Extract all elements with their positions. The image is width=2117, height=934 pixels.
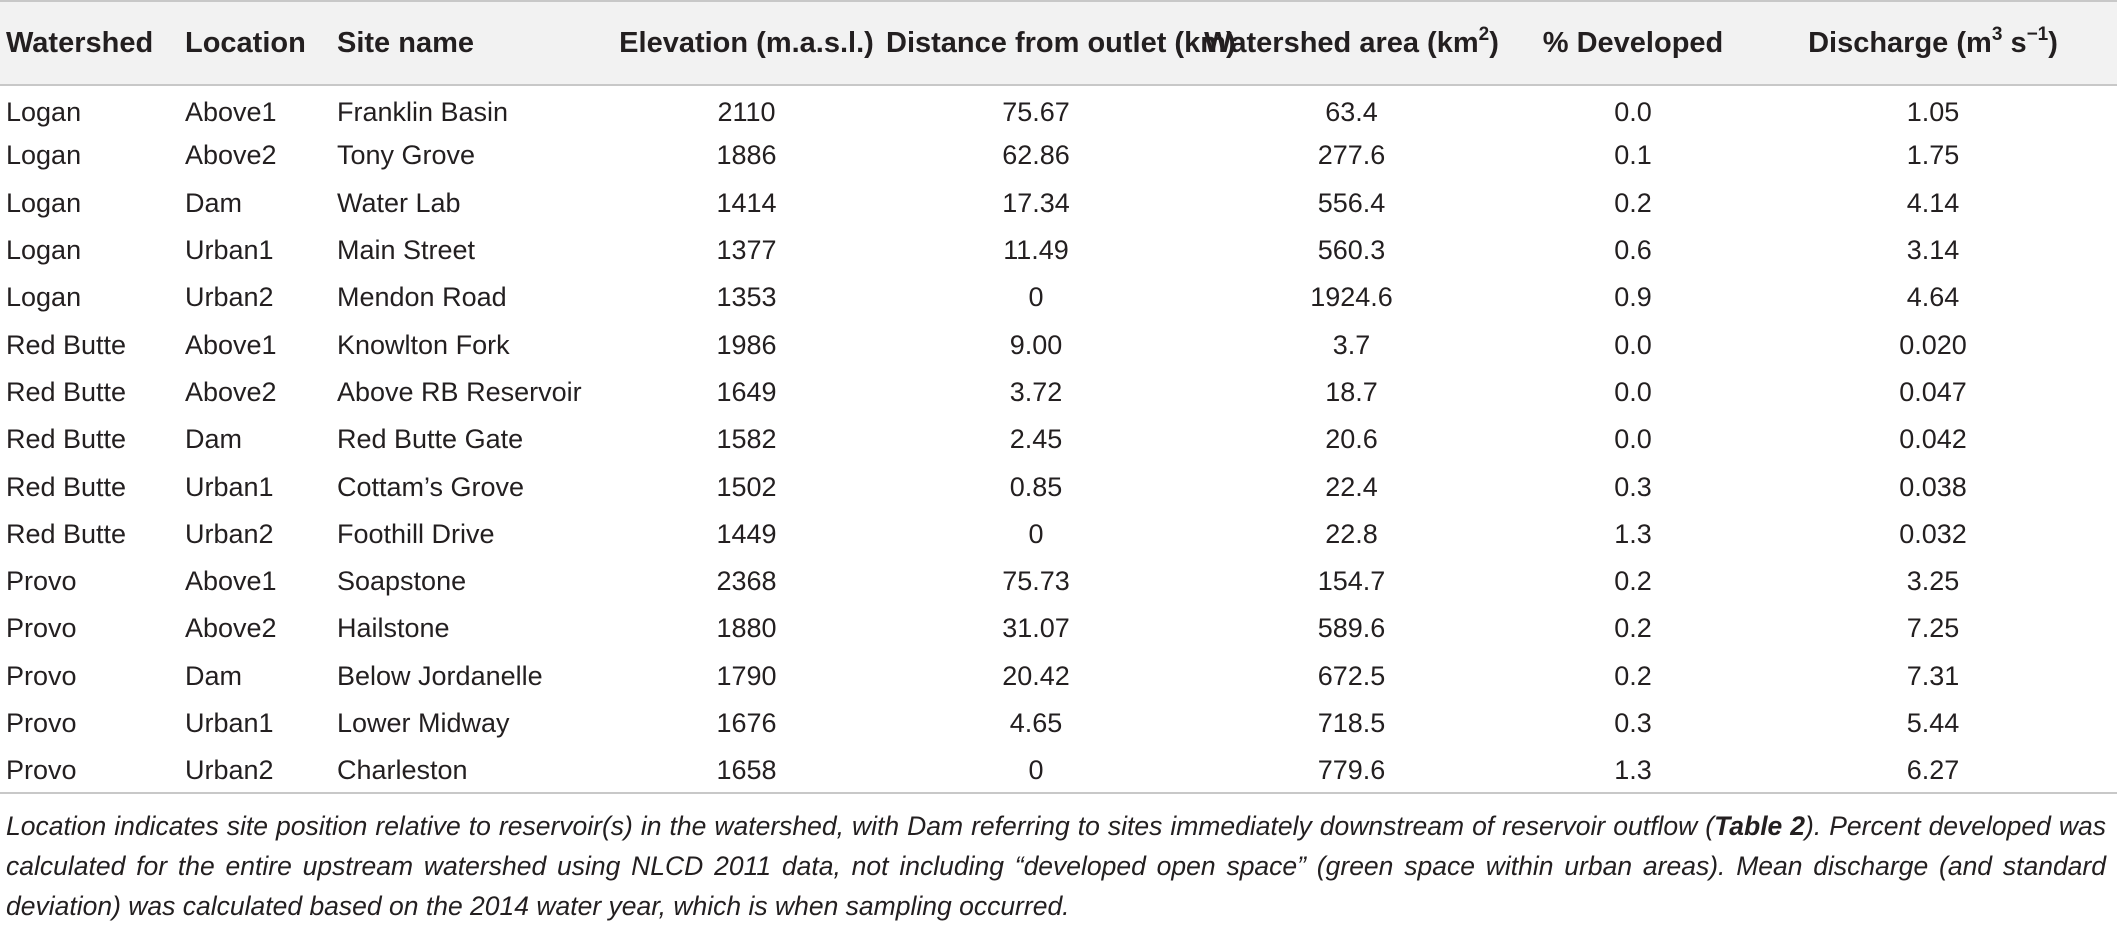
cell-developed: 0.3 [1614, 471, 1652, 502]
cell-discharge: 4.64 [1906, 282, 1960, 313]
cell-site-name: Franklin Basin [337, 96, 509, 127]
cell-location: Dam [185, 660, 243, 691]
table-row [0, 369, 2117, 416]
cell-watershed: Logan [6, 96, 82, 127]
cell-site-name: Below Jordanelle [337, 660, 543, 691]
cell-elevation: 2368 [716, 566, 777, 597]
cell-elevation: 1414 [716, 187, 777, 218]
cell-location: Above2 [185, 376, 277, 407]
cell-site-name: Charleston [337, 755, 468, 786]
cell-developed: 0.0 [1614, 376, 1652, 407]
cell-discharge: 7.25 [1906, 613, 1960, 644]
header-discharge-prefix: Discharge (m [1808, 26, 1992, 59]
table-row [0, 511, 2117, 558]
cell-developed: 0.0 [1614, 329, 1652, 360]
table-row [0, 747, 2117, 794]
cell-discharge: 0.042 [1899, 424, 1967, 455]
table-row [0, 463, 2117, 510]
table-row [0, 227, 2117, 274]
cell-area: 556.4 [1317, 187, 1386, 218]
cell-watershed: Logan [6, 140, 82, 171]
header-distance: Distance from outlet (km) [886, 26, 1236, 59]
table-row [0, 653, 2117, 700]
header-discharge-suffix: ) [2048, 26, 2058, 59]
table-row [0, 700, 2117, 747]
table-row [0, 132, 2117, 179]
cell-watershed: Provo [6, 566, 77, 597]
cell-distance: 75.67 [1002, 96, 1070, 127]
cell-distance: 4.65 [1009, 708, 1063, 738]
header-watershed: Watershed [6, 26, 154, 59]
cell-watershed: Logan [6, 187, 82, 218]
cell-developed: 0.0 [1614, 96, 1652, 127]
cell-site-name: Red Butte Gate [337, 424, 524, 455]
cell-watershed: Provo [6, 613, 77, 644]
table-row [0, 85, 2117, 132]
cell-location: Urban1 [185, 708, 274, 738]
cell-area: 22.8 [1325, 518, 1378, 549]
cell-elevation: 1582 [716, 424, 777, 455]
cell-discharge: 1.75 [1906, 140, 1960, 171]
cell-developed: 0.3 [1614, 708, 1652, 738]
cell-discharge: 1.05 [1906, 96, 1960, 127]
cell-area: 672.5 [1317, 660, 1386, 691]
cell-area: 718.5 [1317, 708, 1386, 738]
cell-distance: 0 [1028, 518, 1044, 549]
table-header-row [0, 1, 2117, 85]
cell-watershed: Red Butte [6, 376, 127, 407]
cell-watershed: Provo [6, 660, 77, 691]
cell-site-name: Cottam’s Grove [337, 471, 525, 502]
cell-watershed: Red Butte [6, 471, 127, 502]
cell-distance: 2.45 [1009, 424, 1063, 455]
cell-developed: 0.1 [1614, 140, 1652, 171]
header-watershed-area [1186, 1, 1517, 85]
cell-distance: 20.42 [1002, 660, 1070, 691]
cell-discharge: 7.31 [1906, 660, 1960, 691]
cell-area: 560.3 [1317, 235, 1386, 266]
cell-discharge: 6.27 [1906, 755, 1960, 786]
cell-area: 3.7 [1332, 329, 1371, 360]
cell-watershed: Logan [6, 235, 82, 266]
table-row [0, 180, 2117, 227]
cell-elevation: 1449 [716, 518, 777, 549]
cell-developed: 0.2 [1614, 566, 1652, 597]
cell-location: Urban2 [185, 755, 274, 786]
cell-distance: 62.86 [1002, 140, 1070, 171]
cell-location: Urban1 [185, 471, 274, 502]
table-row [0, 321, 2117, 368]
cell-location: Urban2 [185, 282, 274, 313]
cell-area: 63.4 [1325, 96, 1378, 127]
cell-discharge: 3.25 [1906, 566, 1960, 597]
header-area-sup: 2 [1478, 23, 1490, 45]
cell-location: Above1 [185, 329, 277, 360]
cell-site-name: Knowlton Fork [337, 329, 510, 360]
cell-site-name: Soapstone [337, 566, 467, 597]
cell-area: 20.6 [1325, 424, 1378, 455]
footnote-table-ref: Table 2 [1714, 811, 1806, 841]
cell-distance: 75.73 [1002, 566, 1070, 597]
cell-watershed: Red Butte [6, 424, 127, 455]
cell-developed: 1.3 [1614, 518, 1652, 549]
header-discharge-sup2: −1 [2026, 23, 2049, 45]
header-site-name: Site name [337, 26, 474, 59]
cell-discharge: 0.038 [1899, 471, 1967, 502]
cell-area: 779.6 [1317, 755, 1386, 786]
cell-watershed: Provo [6, 755, 77, 786]
cell-watershed: Provo [6, 708, 77, 738]
cell-elevation: 1649 [716, 376, 777, 407]
cell-watershed: Red Butte [6, 329, 127, 360]
cell-developed: 0.2 [1614, 613, 1652, 644]
header-developed: % Developed [1542, 26, 1724, 59]
cell-location: Above1 [185, 96, 277, 127]
cell-location: Dam [185, 424, 243, 455]
header-area-suffix: ) [1489, 26, 1499, 59]
header-location: Location [185, 26, 306, 59]
cell-elevation: 1502 [716, 471, 777, 502]
cell-elevation: 1880 [716, 613, 777, 644]
cell-distance: 31.07 [1002, 613, 1070, 644]
table-row [0, 558, 2117, 605]
cell-developed: 1.3 [1614, 755, 1652, 786]
footnote-text-2: ). Percent developed was calculated for the entire upstream watershed using NLCD 2011 data, not including “developed open space” (green space within urban areas). Mean discharge (and standard deviation) was calculated based on the 2014 water year, which is when sampling occurred. [6, 811, 2107, 921]
table-bottom-rule [0, 792, 2117, 794]
header-area-prefix: Watershed area (km [1204, 26, 1479, 59]
cell-watershed: Logan [6, 282, 82, 313]
cell-developed: 0.6 [1614, 235, 1652, 266]
cell-developed: 0.9 [1614, 282, 1652, 313]
cell-distance: 0 [1028, 282, 1044, 313]
cell-elevation: 1986 [716, 329, 777, 360]
table-body [0, 85, 2117, 794]
cell-elevation: 1886 [716, 140, 777, 171]
cell-area: 1924.6 [1310, 282, 1393, 313]
header-elevation: Elevation (m.a.s.l.) [619, 26, 874, 59]
table-row [0, 605, 2117, 652]
cell-elevation: 1790 [716, 660, 777, 691]
cell-developed: 0.2 [1614, 660, 1652, 691]
cell-developed: 0.0 [1614, 424, 1652, 455]
cell-discharge: 4.14 [1906, 187, 1960, 218]
cell-discharge: 3.14 [1906, 235, 1960, 266]
table-row [0, 416, 2117, 463]
cell-distance: 0 [1028, 755, 1044, 786]
cell-site-name: Water Lab [337, 187, 461, 218]
header-discharge-mid: s [2002, 26, 2027, 59]
cell-site-name: Tony Grove [337, 140, 476, 171]
cell-discharge: 0.032 [1899, 518, 1967, 549]
cell-watershed: Red Butte [6, 518, 127, 549]
table-row [0, 274, 2117, 321]
cell-site-name: Hailstone [337, 613, 450, 644]
cell-discharge: 0.047 [1899, 376, 1967, 407]
cell-location: Above2 [185, 140, 277, 171]
cell-site-name: Lower Midway [337, 708, 510, 738]
cell-location: Urban1 [185, 235, 274, 266]
cell-area: 22.4 [1325, 471, 1378, 502]
cell-site-name: Main Street [337, 235, 476, 266]
cell-distance: 3.72 [1009, 376, 1063, 407]
cell-distance: 11.49 [1003, 235, 1069, 266]
cell-location: Urban2 [185, 518, 274, 549]
cell-elevation: 1658 [716, 755, 777, 786]
cell-site-name: Foothill Drive [337, 518, 495, 549]
cell-area: 277.6 [1317, 140, 1386, 171]
cell-site-name: Mendon Road [337, 282, 507, 313]
cell-area: 18.7 [1325, 376, 1378, 407]
header-discharge-sup1: 3 [1991, 23, 2003, 45]
cell-distance: 0.85 [1009, 471, 1063, 502]
cell-discharge: 5.44 [1906, 708, 1960, 738]
cell-location: Above1 [185, 566, 277, 597]
cell-elevation: 1377 [716, 235, 777, 266]
cell-site-name: Above RB Reservoir [337, 376, 582, 407]
cell-area: 589.6 [1317, 613, 1386, 644]
cell-discharge: 0.020 [1899, 329, 1967, 360]
cell-location: Above2 [185, 613, 277, 644]
cell-elevation: 1676 [716, 708, 777, 738]
cell-location: Dam [185, 187, 243, 218]
header-discharge [1749, 1, 2117, 85]
cell-elevation: 2110 [717, 96, 776, 127]
cell-developed: 0.2 [1614, 187, 1652, 218]
cell-area: 154.7 [1317, 566, 1386, 597]
cell-distance: 17.34 [1002, 187, 1070, 218]
cell-elevation: 1353 [716, 282, 777, 313]
footnote-text-1: Location indicates site position relative to reservoir(s) in the watershed, with Dam referring to sites immediately downstream of reservoir outflow ( [6, 811, 1715, 841]
cell-distance: 9.00 [1009, 329, 1063, 360]
table-footnote [6, 806, 2106, 926]
